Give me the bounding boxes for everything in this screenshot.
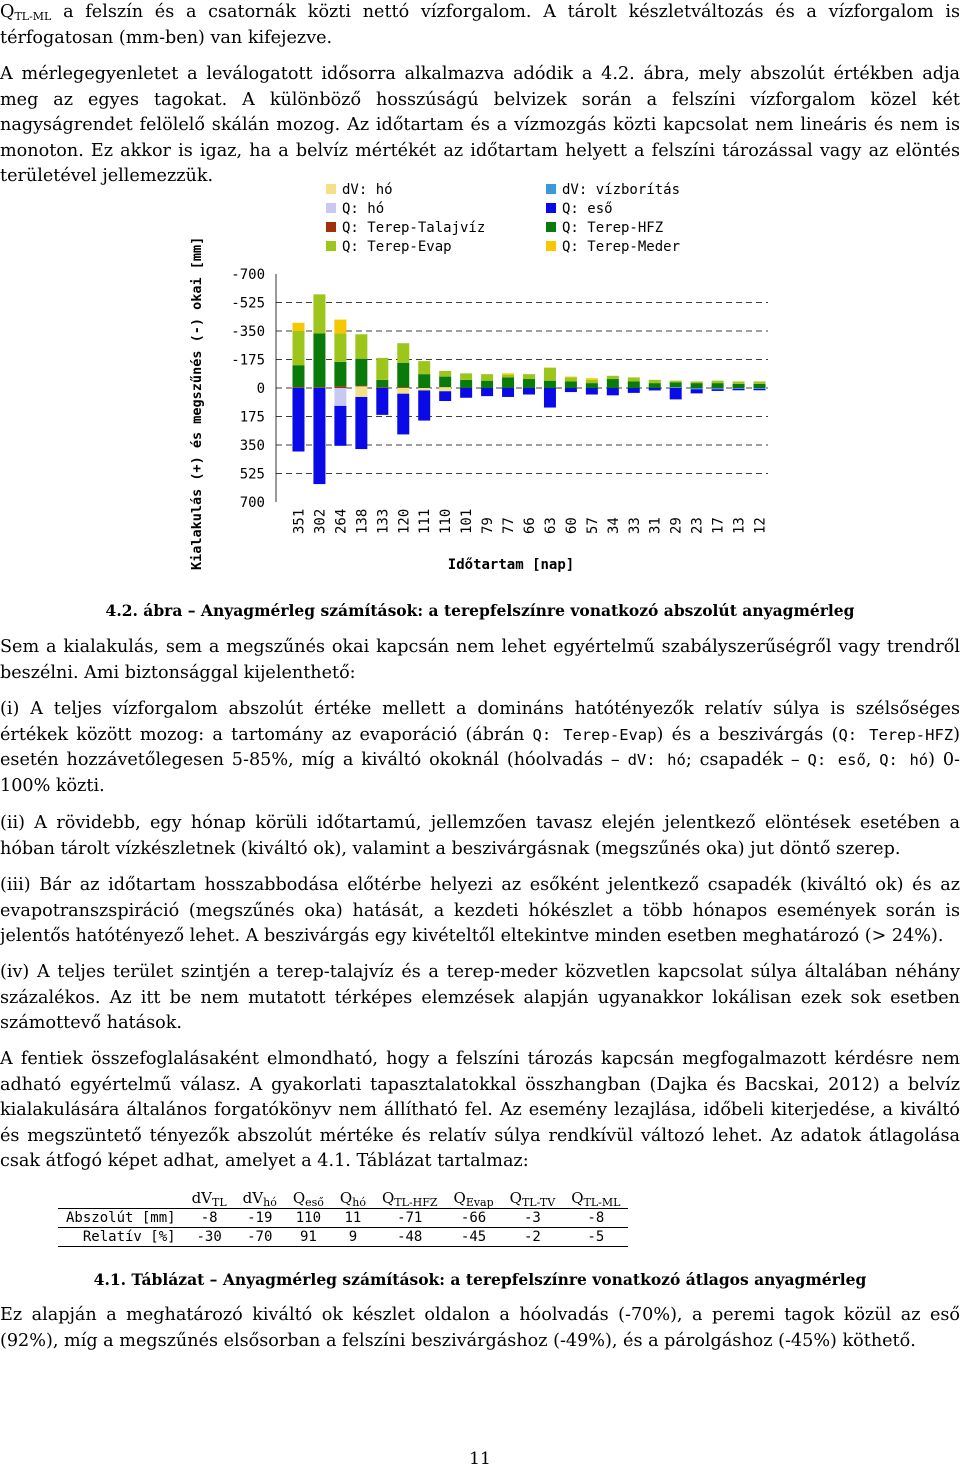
bar-segment-3-2 <box>334 406 346 446</box>
bar-segment-7-10 <box>502 373 514 375</box>
legend-swatch-5 <box>546 222 556 232</box>
mass-balance-chart <box>0 172 960 592</box>
bar-segment-0-6 <box>418 388 430 390</box>
table-cell: 110 <box>285 1209 332 1228</box>
x-tick-label: 34 <box>605 517 622 534</box>
bar-segment-6-16 <box>628 377 640 381</box>
table-header-4: $Q_{TL-HFZ}$ <box>374 1188 446 1209</box>
table-cell: -71 <box>374 1209 446 1228</box>
intro-symbol-sub: TL-ML <box>14 10 52 23</box>
x-tick-label: 29 <box>668 517 685 534</box>
bar-segment-0-5 <box>397 388 409 394</box>
x-tick-label: 13 <box>731 517 748 534</box>
x-tick-label: 351 <box>291 508 308 534</box>
bar-segment-0-7 <box>439 387 451 388</box>
table-row <box>58 1209 628 1228</box>
bar-segment-3-9 <box>481 388 493 396</box>
x-tick-label: 101 <box>459 508 476 534</box>
x-tick-label: 264 <box>333 508 350 534</box>
bar-segment-6-1 <box>313 294 325 333</box>
bar-segment-3-5 <box>397 394 409 435</box>
bar-segment-6-4 <box>376 358 388 380</box>
legend-swatch-3 <box>546 203 556 213</box>
table-cell: -8 <box>184 1209 235 1228</box>
table-cell: 91 <box>285 1228 332 1247</box>
table-cell: -5 <box>563 1228 628 1247</box>
bar-segment-5-5 <box>397 363 409 387</box>
bar-segment-6-22 <box>754 381 766 383</box>
bar-segment-5-20 <box>712 383 724 388</box>
table-header-1: $dV_{hó}$ <box>235 1188 285 1209</box>
bar-segment-4-2 <box>334 386 346 388</box>
figure-caption: 4.2. ábra – Anyagmérleg számítások: a terepfelszínre vonatkozó abszolút anyagmérleg <box>105 601 855 620</box>
bar-segment-6-12 <box>544 368 556 381</box>
bar-segment-1-22 <box>754 388 766 389</box>
bar-segment-3-4 <box>376 388 388 415</box>
bar-segment-3-11 <box>523 388 535 395</box>
legend-label-4: Q: Terep-Talajvíz <box>342 220 486 236</box>
table-header-0: $dV_{TL}$ <box>184 1188 235 1209</box>
y-tick-label: 175 <box>239 409 265 426</box>
bar-segment-4-3 <box>355 386 367 387</box>
bar-segment-5-4 <box>376 380 388 387</box>
bar-segment-3-13 <box>565 388 577 392</box>
bar-segment-6-2 <box>334 333 346 362</box>
page-number: 11 <box>469 1449 491 1469</box>
x-tick-label: 66 <box>522 517 538 534</box>
bar-segment-6-13 <box>565 377 577 381</box>
table-cell: -66 <box>446 1209 502 1228</box>
conclusion-paragraph: Ez alapján a meghatározó kiváltó ok készlet oldalon a hóolvadás (-70%), a peremi tagok közül az eső (92%), míg a megszűnés elsősorban a felszíni beszivárgáshoz (-49%), és a párolgáshoz (-45%) köthető. <box>0 1305 960 1351</box>
bar-segment-6-14 <box>586 380 598 383</box>
bar-segment-5-7 <box>439 377 451 388</box>
intro-text: a felszín és a csatornák közti nettó vízforgalom. A tárolt készletváltozás és a vízforgalom is térfogatosan (mm-ben) van kifejezve. <box>0 2 960 48</box>
bar-segment-3-3 <box>355 397 367 449</box>
bar-segment-1-18 <box>670 387 682 388</box>
bar-segment-3-10 <box>502 388 514 397</box>
bar-segment-3-7 <box>439 391 451 401</box>
table-cell: 11 <box>332 1209 374 1228</box>
table-header-5: $Q_{Evap}$ <box>446 1188 502 1209</box>
y-tick-label: -700 <box>231 267 265 283</box>
balance-paragraph: A mérlegegyenletet a leválogatott idősorra alkalmazva adódik a 4.2. ábra, mely abszolút értékben adja meg az egyes tagokat. A különböző hosszúságú belvizek során a felszíni vízforgalom közel két nagyságrendet felölelő skálán mozog. Az időtartam és a vízmozgás közti kapcsolat nem lineáris és nem is monoton. Ez akkor is igaz, ha a belvíz mértékét az időtartam helyett a felszíni tározással vagy az elöntés területével jellemezzük. <box>0 64 960 186</box>
bar-segment-2-2 <box>334 388 346 406</box>
bar-segment-5-14 <box>586 383 598 388</box>
bar-segment-3-22 <box>754 389 766 390</box>
bar-segment-3-12 <box>544 388 556 408</box>
table-cell: -8 <box>563 1209 628 1228</box>
bar-segment-7-0 <box>292 323 304 331</box>
bar-segment-7-13 <box>565 377 577 378</box>
bar-segment-5-1 <box>313 333 325 387</box>
bar-segment-3-0 <box>292 388 304 452</box>
bar-segment-4-4 <box>376 387 388 388</box>
bar-segment-5-15 <box>607 379 619 388</box>
bar-segment-5-18 <box>670 382 682 387</box>
table-cell: -30 <box>184 1228 235 1247</box>
y-tick-label: -525 <box>231 295 265 312</box>
table-cell: -70 <box>235 1228 285 1247</box>
bar-segment-6-10 <box>502 375 514 377</box>
item-iii: (iii) Bár az időtartam hosszabbodása előtérbe helyezi az esőként jelentkező csapadék (kiváltó ok) és az evapotranszspiráció (megszűnés oka) hatását, a kezdeti hókészlet a több hónapos események során is jelentős hatótényező lehet. A beszivárgás egy kivételtől eltekintve minden esetben meghatározó (> 24%). <box>0 875 960 946</box>
bar-segment-3-6 <box>418 390 430 420</box>
x-tick-label: 31 <box>647 517 664 534</box>
table-cell: -2 <box>502 1228 564 1247</box>
x-tick-label: 23 <box>689 517 706 534</box>
x-tick-label: 120 <box>396 508 413 534</box>
bar-segment-3-15 <box>607 388 619 395</box>
table-row-label: Relatív [%] <box>58 1228 184 1247</box>
bar-segment-1-19 <box>691 388 703 389</box>
bar-segment-6-20 <box>712 381 724 383</box>
x-tick-label: 77 <box>501 517 518 534</box>
y-tick-label: -175 <box>231 352 265 369</box>
bar-segment-6-6 <box>418 361 430 374</box>
bar-segment-5-21 <box>733 384 745 388</box>
bar-segment-3-14 <box>586 388 598 395</box>
legend-swatch-6 <box>326 241 336 251</box>
table-cell: -19 <box>235 1209 285 1228</box>
table-header-2: $Q_{eső}$ <box>285 1188 332 1209</box>
chart-bars <box>292 294 765 484</box>
bar-segment-5-10 <box>502 377 514 388</box>
x-tick-label: 110 <box>438 508 455 534</box>
table-row-label: Abszolút [mm] <box>58 1209 184 1228</box>
bar-segment-5-19 <box>691 383 703 388</box>
legend-label-2: Q: hó <box>342 201 385 217</box>
summary-paragraph: A fentiek összefoglalásaként elmondható, hogy a felszíni tározás kapcsán megfogalmazott kérdésre nem adható egyértelmű válasz. A gyakorlati tapasztalatokkal összhangban (Dajka és Bacskai, 2012) a belvíz kialakulására általános forgatókönyv nem állítható fel. Az esemény lezajlása, időbeli kiterjedése, a kiváltó és megszüntető tényezők abszolút mértéke és relatív súlya rendkívül változó lehet. Az adatok átlagolása csak átfogó képet adhat, amelyet a 4.1. Táblázat tartalmaz: <box>0 1049 960 1171</box>
bar-segment-7-2 <box>334 320 346 334</box>
x-tick-label: 133 <box>375 508 392 534</box>
x-tick-label: 12 <box>752 517 769 534</box>
bar-segment-3-18 <box>670 388 682 399</box>
bar-segment-4-0 <box>292 387 304 388</box>
discussion-paragraph: Sem a kialakulás, sem a megszűnés okai kapcsán nem lehet egyértelmű szabályszerűségről vagy trendről beszélni. Ami biztonsággal kijelenthető: <box>0 637 960 683</box>
legend-label-6: Q: Terep-Evap <box>342 239 452 255</box>
table-row <box>58 1228 628 1247</box>
bar-segment-5-0 <box>292 365 304 387</box>
legend-label-1: dV: vízborítás <box>562 182 681 198</box>
chart-x-label: Időtartam [nap] <box>447 557 575 573</box>
bar-segment-1-21 <box>733 388 745 389</box>
bar-segment-5-11 <box>523 379 535 388</box>
legend-swatch-7 <box>546 241 556 251</box>
chart-y-ticks <box>231 267 265 511</box>
y-tick-label: 700 <box>239 495 265 511</box>
bar-segment-6-8 <box>460 373 472 380</box>
table-corner <box>58 1188 184 1209</box>
bar-segment-5-6 <box>418 374 430 388</box>
x-tick-label: 60 <box>563 517 580 534</box>
average-balance-table <box>58 1188 628 1247</box>
legend-swatch-2 <box>326 203 336 213</box>
table-header-7: $Q_{TL-ML}$ <box>563 1188 628 1209</box>
legend-label-3: Q: eső <box>562 201 613 217</box>
y-tick-label: 0 <box>256 381 265 397</box>
bar-segment-6-0 <box>292 331 304 365</box>
y-tick-label: 350 <box>239 438 265 454</box>
bar-segment-5-16 <box>628 381 640 388</box>
item-iv: (iv) A teljes terület szintjén a terep-talajvíz és a terep-meder közvetlen kapcsolat súlya általában néhány százalékos. Az itt be nem mutatott térképes elemzések alapján ugyanakkor lokálisan ezek sok esetben számottevő hatások. <box>0 962 960 1033</box>
bar-segment-5-2 <box>334 362 346 386</box>
legend-swatch-4 <box>326 222 336 232</box>
x-tick-label: 302 <box>312 508 329 534</box>
bar-segment-3-17 <box>649 388 661 390</box>
table-cell: -3 <box>502 1209 564 1228</box>
bar-segment-6-5 <box>397 343 409 363</box>
bar-segment-6-7 <box>439 371 451 377</box>
table-cell: -45 <box>446 1228 502 1247</box>
table-caption: 4.1. Táblázat – Anyagmérleg számítások: a terepfelszínre vonatkozó átlagos anyagmérleg <box>93 1270 867 1289</box>
bar-segment-3-8 <box>460 388 472 398</box>
bar-segment-0-3 <box>355 386 367 388</box>
chart-y-label: Kialakulás (+) és megszűnés (-) okai [mm] <box>189 236 205 570</box>
table-header-3: $Q_{hó}$ <box>332 1188 374 1209</box>
table-header-row <box>58 1188 628 1209</box>
bar-segment-5-8 <box>460 380 472 388</box>
y-tick-label: 525 <box>239 466 265 483</box>
bar-segment-5-22 <box>754 384 766 388</box>
x-tick-label: 57 <box>584 517 601 534</box>
y-tick-label: -350 <box>231 324 265 340</box>
bar-segment-6-21 <box>733 381 745 383</box>
bar-segment-6-19 <box>691 381 703 383</box>
bar-segment-5-12 <box>544 381 556 388</box>
item-i: (i) A teljes vízforgalom abszolút értéke mellett a domináns hatótényezők relatív súlya is szélsőséges értékek között mozog: a tartomány az evaporáció (ábrán Q: Terep-Evap) és a beszivárgás (Q: Terep-HFZ) esetén hozzávetőlegesen 5-85%, míg a kiváltó okoknál (hóolvadás – dV: hó; csapadék – Q: eső, Q: hó) 0-100% közti. <box>0 699 960 796</box>
legend-swatch-0 <box>326 184 336 194</box>
x-tick-label: 33 <box>626 517 643 534</box>
bar-segment-6-17 <box>649 380 661 383</box>
bar-segment-5-3 <box>355 359 367 386</box>
bar-segment-6-11 <box>523 374 535 379</box>
bar-segment-0-7 <box>439 388 451 391</box>
bar-segment-6-3 <box>355 334 367 358</box>
item-ii: (ii) A rövidebb, egy hónap körüli időtartamú, jellemzően tavasz elején jelentkező elöntések esetében a hóban tárolt vízkészletnek (kiváltó ok), valamint a beszivárgásnak (megszűnés oka) jut döntő szerep. <box>0 813 960 859</box>
chart-x-ticks <box>291 509 768 534</box>
bar-segment-4-5 <box>397 387 409 388</box>
x-tick-label: 111 <box>417 508 434 534</box>
bar-segment-5-17 <box>649 383 661 388</box>
legend-swatch-1 <box>546 184 556 194</box>
bar-segment-4-1 <box>313 387 325 388</box>
bar-segment-6-18 <box>670 381 682 383</box>
x-tick-label: 79 <box>480 517 497 534</box>
table-header-6: $Q_{TL-TV}$ <box>502 1188 564 1209</box>
bar-segment-3-16 <box>628 388 640 393</box>
table-cell: 9 <box>332 1228 374 1247</box>
table-cell: -48 <box>374 1228 446 1247</box>
bar-segment-3-21 <box>733 389 745 390</box>
bar-segment-1-20 <box>712 388 724 389</box>
bar-segment-7-14 <box>586 378 598 380</box>
x-tick-label: 63 <box>542 517 559 534</box>
legend-label-7: Q: Terep-Meder <box>562 239 681 255</box>
bar-segment-3-1 <box>313 388 325 484</box>
bar-segment-6-15 <box>607 376 619 379</box>
bar-segment-0-3 <box>355 388 367 397</box>
intro-paragraph <box>0 0 960 51</box>
x-tick-label: 17 <box>710 517 727 534</box>
bar-segment-5-9 <box>481 381 493 388</box>
bar-segment-6-9 <box>481 374 493 381</box>
x-tick-label: 138 <box>354 508 371 534</box>
legend-label-0: dV: hó <box>342 182 393 198</box>
chart-legend <box>326 182 680 255</box>
legend-label-5: Q: Terep-HFZ <box>562 220 664 236</box>
bar-segment-3-19 <box>691 389 703 393</box>
bar-segment-3-20 <box>712 389 724 391</box>
bar-segment-5-13 <box>565 381 577 388</box>
intro-symbol: Q <box>0 2 15 22</box>
